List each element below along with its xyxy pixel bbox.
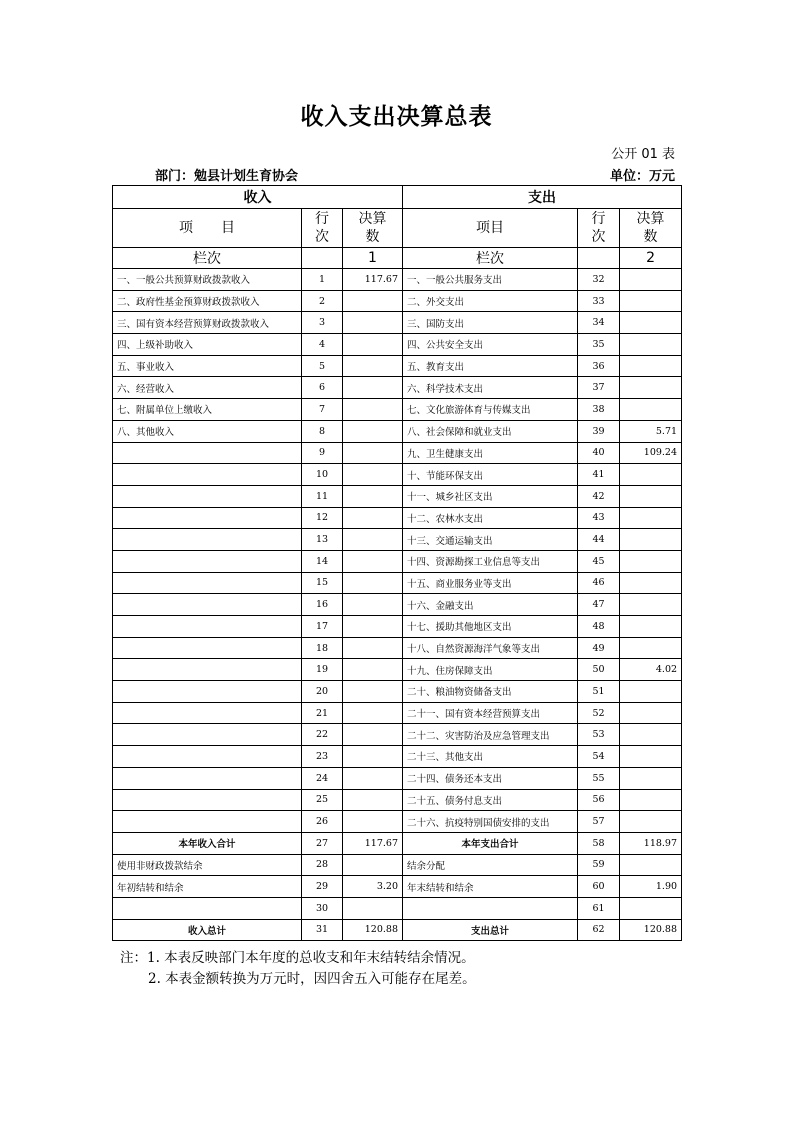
table-row: [113, 767, 682, 789]
income-amount-cell: 120.88: [343, 919, 403, 941]
expense-line-cell: 58: [578, 832, 620, 854]
income-amount-cell: [343, 789, 403, 811]
table-row: [113, 702, 682, 724]
expense-amount-cell: [620, 616, 682, 638]
income-item-cell: 三、国有资本经营预算财政拨款收入: [113, 312, 302, 334]
table-row: [113, 789, 682, 811]
expense-summary-label: [403, 897, 578, 919]
expense-item-cell: 二、外交支出: [403, 290, 578, 312]
table-row: [113, 377, 682, 399]
table-row: [113, 485, 682, 507]
expense-line-cell: 52: [578, 702, 620, 724]
expense-item-cell: 十三、交通运输支出: [403, 529, 578, 551]
table-row: [113, 420, 682, 442]
expense-amount-cell: [620, 897, 682, 919]
income-amount-cell: [343, 529, 403, 551]
expense-amount-cell: [620, 550, 682, 572]
expense-item-cell: 十八、自然资源海洋气象等支出: [403, 637, 578, 659]
income-line-cell: 25: [302, 789, 343, 811]
expense-item-cell: 四、公共安全支出: [403, 334, 578, 356]
expense-amount-cell: 5.71: [620, 420, 682, 442]
expense-item-cell: 九、卫生健康支出: [403, 442, 578, 464]
expense-amount-cell: [620, 767, 682, 789]
income-line-cell: 14: [302, 550, 343, 572]
income-amount-cell: [343, 811, 403, 833]
income-item-cell: [113, 811, 302, 833]
income-line-cell: 3: [302, 312, 343, 334]
expense-item-cell: 八、社会保障和就业支出: [403, 420, 578, 442]
expense-line-cell: 40: [578, 442, 620, 464]
income-line-cell: 23: [302, 746, 343, 768]
income-item-cell: [113, 529, 302, 551]
expense-line-cell: 56: [578, 789, 620, 811]
income-amount-cell: [343, 616, 403, 638]
expense-lanci-label: 栏次: [403, 248, 578, 269]
income-amount-cell: [343, 724, 403, 746]
income-amount-cell: [343, 442, 403, 464]
income-summary-label: 收入总计: [113, 919, 302, 941]
income-expense-table: [112, 185, 682, 941]
expense-amount-cell: [620, 529, 682, 551]
table-row: [113, 550, 682, 572]
income-amount-cell: [343, 594, 403, 616]
income-line-cell: 28: [302, 854, 343, 876]
expense-item-cell: 二十四、债务还本支出: [403, 767, 578, 789]
expense-amount-cell: [620, 290, 682, 312]
income-amount-cell: [343, 550, 403, 572]
income-line-cell: 7: [302, 399, 343, 421]
expense-amount-cell: [620, 355, 682, 377]
expense-item-cell: 二十六、抗疫特别国债安排的支出: [403, 811, 578, 833]
expense-line-cell: 51: [578, 681, 620, 703]
table-row: [113, 269, 682, 291]
income-line-cell: 10: [302, 464, 343, 486]
expense-item-cell: 二十二、灾害防治及应急管理支出: [403, 724, 578, 746]
income-line-cell: 30: [302, 897, 343, 919]
expense-amount-cell: 109.24: [620, 442, 682, 464]
note-2: 2. 本表金额转换为万元时，因四舍五入可能存在尾差。: [148, 971, 476, 987]
expense-amount-cell: 118.97: [620, 832, 682, 854]
income-amount-cell: [343, 355, 403, 377]
income-item-cell: [113, 464, 302, 486]
table-row: [113, 659, 682, 681]
income-summary-label: 年初结转和结余: [113, 876, 302, 898]
income-item-cell: [113, 659, 302, 681]
income-summary-label: [113, 897, 302, 919]
expense-summary-label: 年末结转和结余: [403, 876, 578, 898]
income-amount-cell: 117.67: [343, 832, 403, 854]
income-amount-cell: [343, 507, 403, 529]
income-line-cell: 4: [302, 334, 343, 356]
expense-amount-cell: [620, 789, 682, 811]
table-row: [113, 746, 682, 768]
expense-line-cell: 34: [578, 312, 620, 334]
expense-item-cell: 十六、金融支出: [403, 594, 578, 616]
income-lanci-label: 栏次: [113, 248, 302, 269]
expense-line-cell: 62: [578, 919, 620, 941]
income-lanci-empty: [302, 248, 343, 269]
expense-summary-label: 本年支出合计: [403, 832, 578, 854]
expense-item-cell: 十四、资源勘探工业信息等支出: [403, 550, 578, 572]
expense-item-cell: 十九、住房保障支出: [403, 659, 578, 681]
income-line-cell: 16: [302, 594, 343, 616]
expense-item-cell: 六、科学技术支出: [403, 377, 578, 399]
table-row: [113, 355, 682, 377]
expense-line-cell: 37: [578, 377, 620, 399]
expense-amount-cell: 120.88: [620, 919, 682, 941]
income-line-cell: 20: [302, 681, 343, 703]
expense-line-cell: 53: [578, 724, 620, 746]
income-item-cell: 四、上级补助收入: [113, 334, 302, 356]
income-item-cell: 一、一般公共预算财政拨款收入: [113, 269, 302, 291]
expense-amount-cell: [620, 746, 682, 768]
income-amount-cell: [343, 746, 403, 768]
income-amount-cell: 3.20: [343, 876, 403, 898]
table-row: [113, 681, 682, 703]
summary-row: [113, 897, 682, 919]
table-row: [113, 464, 682, 486]
summary-row: [113, 876, 682, 898]
expense-line-cell: 32: [578, 269, 620, 291]
expense-item-cell: 七、文化旅游体育与传媒支出: [403, 399, 578, 421]
income-section-header: 收入: [113, 186, 403, 209]
income-item-cell: 七、附属单位上缴收入: [113, 399, 302, 421]
expense-line-cell: 43: [578, 507, 620, 529]
income-summary-label: 使用非财政拨款结余: [113, 854, 302, 876]
income-amount-cell: [343, 464, 403, 486]
amount-label: 决算数: [636, 211, 665, 245]
income-line-cell: 31: [302, 919, 343, 941]
table-row: [113, 507, 682, 529]
income-item-cell: [113, 789, 302, 811]
expense-item-cell: 二十、粮油物资储备支出: [403, 681, 578, 703]
expense-summary-label: 支出总计: [403, 919, 578, 941]
income-amount-cell: [343, 485, 403, 507]
expense-amount-cell: [620, 702, 682, 724]
expense-item-cell: 十二、农林水支出: [403, 507, 578, 529]
summary-row: [113, 854, 682, 876]
income-line-cell: 12: [302, 507, 343, 529]
table-row: [113, 312, 682, 334]
income-item-cell: [113, 702, 302, 724]
expense-line-cell: 35: [578, 334, 620, 356]
income-item-cell: [113, 550, 302, 572]
income-summary-label: 本年收入合计: [113, 832, 302, 854]
expense-amount-cell: [620, 399, 682, 421]
income-line-cell: 21: [302, 702, 343, 724]
income-line-cell: 8: [302, 420, 343, 442]
table-row: [113, 334, 682, 356]
column-number-row: [113, 248, 682, 269]
income-item-cell: [113, 594, 302, 616]
expense-amount-cell: [620, 377, 682, 399]
income-amount-cell: [343, 572, 403, 594]
expense-item-cell: 十一、城乡社区支出: [403, 485, 578, 507]
income-amount-cell: [343, 637, 403, 659]
income-item-cell: 二、政府性基金预算财政拨款收入: [113, 290, 302, 312]
expense-amount-cell: [620, 572, 682, 594]
income-line-cell: 29: [302, 876, 343, 898]
line-no-label: 行次: [315, 211, 329, 245]
expense-item-cell: 十、节能环保支出: [403, 464, 578, 486]
expense-line-cell: 36: [578, 355, 620, 377]
income-item-cell: [113, 724, 302, 746]
table-row: [113, 290, 682, 312]
table-row: [113, 529, 682, 551]
expense-amount-cell: [620, 334, 682, 356]
expense-item-cell: 二十三、其他支出: [403, 746, 578, 768]
expense-line-cell: 38: [578, 399, 620, 421]
income-line-header: [302, 209, 343, 248]
expense-amount-cell: [620, 507, 682, 529]
expense-col-number: 2: [620, 248, 682, 269]
expense-amount-cell: [620, 269, 682, 291]
income-item-cell: [113, 767, 302, 789]
income-amount-cell: [343, 681, 403, 703]
line-no-label: 行次: [591, 211, 606, 245]
section-header-row: [113, 186, 682, 209]
table-row: [113, 594, 682, 616]
expense-line-cell: 42: [578, 485, 620, 507]
income-line-cell: 1: [302, 269, 343, 291]
income-line-cell: 19: [302, 659, 343, 681]
expense-amount-cell: [620, 811, 682, 833]
income-amount-header: [343, 209, 403, 248]
expense-amount-cell: [620, 681, 682, 703]
expense-amount-cell: 1.90: [620, 876, 682, 898]
expense-line-cell: 60: [578, 876, 620, 898]
expense-amount-cell: [620, 312, 682, 334]
income-line-cell: 9: [302, 442, 343, 464]
expense-item-cell: 二十一、国有资本经营预算支出: [403, 702, 578, 724]
income-amount-cell: [343, 854, 403, 876]
income-item-cell: 八、其他收入: [113, 420, 302, 442]
expense-line-cell: 46: [578, 572, 620, 594]
table-row: [113, 399, 682, 421]
income-amount-cell: [343, 399, 403, 421]
table-row: [113, 616, 682, 638]
expense-amount-cell: [620, 594, 682, 616]
income-item-header: 项 目: [113, 209, 302, 248]
income-line-cell: 24: [302, 767, 343, 789]
expense-amount-cell: [620, 854, 682, 876]
expense-line-cell: 44: [578, 529, 620, 551]
income-amount-cell: [343, 334, 403, 356]
income-amount-cell: [343, 290, 403, 312]
income-amount-cell: [343, 420, 403, 442]
expense-line-cell: 55: [578, 767, 620, 789]
income-item-cell: 五、事业收入: [113, 355, 302, 377]
expense-item-cell: 十五、商业服务业等支出: [403, 572, 578, 594]
income-item-cell: [113, 681, 302, 703]
income-line-cell: 13: [302, 529, 343, 551]
expense-item-cell: 三、国防支出: [403, 312, 578, 334]
unit-label: 单位：万元: [609, 169, 675, 184]
column-header-row: [113, 209, 682, 248]
expense-line-cell: 61: [578, 897, 620, 919]
income-amount-cell: [343, 702, 403, 724]
income-line-cell: 5: [302, 355, 343, 377]
expense-line-cell: 50: [578, 659, 620, 681]
expense-item-cell: 十七、援助其他地区支出: [403, 616, 578, 638]
income-item-cell: [113, 507, 302, 529]
summary-row: [113, 832, 682, 854]
income-item-cell: [113, 442, 302, 464]
table-row: [113, 442, 682, 464]
income-line-cell: 15: [302, 572, 343, 594]
income-amount-cell: [343, 897, 403, 919]
income-item-cell: [113, 746, 302, 768]
income-item-cell: [113, 616, 302, 638]
expense-item-cell: 二十五、债务付息支出: [403, 789, 578, 811]
notes: [120, 948, 476, 990]
expense-line-cell: 41: [578, 464, 620, 486]
expense-line-cell: 47: [578, 594, 620, 616]
income-line-cell: 27: [302, 832, 343, 854]
expense-amount-cell: 4.02: [620, 659, 682, 681]
table-row: [113, 724, 682, 746]
expense-amount-cell: [620, 485, 682, 507]
expense-lanci-empty: [578, 248, 620, 269]
income-line-cell: 2: [302, 290, 343, 312]
income-item-cell: [113, 485, 302, 507]
income-line-cell: 17: [302, 616, 343, 638]
expense-amount-cell: [620, 637, 682, 659]
table-row: [113, 572, 682, 594]
expense-section-header: 支出: [403, 186, 682, 209]
form-number: 公开 01 表: [611, 147, 675, 162]
income-item-cell: [113, 637, 302, 659]
expense-line-header: [578, 209, 620, 248]
expense-item-header: 项目: [403, 209, 578, 248]
expense-line-cell: 59: [578, 854, 620, 876]
income-col-number: 1: [343, 248, 403, 269]
income-amount-cell: [343, 659, 403, 681]
department-label: 部门：勉县计划生育协会: [155, 169, 299, 184]
income-line-cell: 11: [302, 485, 343, 507]
expense-line-cell: 33: [578, 290, 620, 312]
expense-line-cell: 49: [578, 637, 620, 659]
income-amount-cell: [343, 312, 403, 334]
income-amount-cell: [343, 377, 403, 399]
income-item-cell: [113, 572, 302, 594]
summary-row: [113, 919, 682, 941]
expense-line-cell: 39: [578, 420, 620, 442]
expense-amount-header: [620, 209, 682, 248]
income-item-cell: 六、经营收入: [113, 377, 302, 399]
expense-summary-label: 结余分配: [403, 854, 578, 876]
expense-line-cell: 48: [578, 616, 620, 638]
table-row: [113, 637, 682, 659]
income-line-cell: 6: [302, 377, 343, 399]
income-line-cell: 22: [302, 724, 343, 746]
expense-line-cell: 45: [578, 550, 620, 572]
income-amount-cell: [343, 767, 403, 789]
expense-line-cell: 54: [578, 746, 620, 768]
income-line-cell: 18: [302, 637, 343, 659]
page-title: 收入支出决算总表: [300, 104, 493, 130]
expense-line-cell: 57: [578, 811, 620, 833]
expense-item-cell: 五、教育支出: [403, 355, 578, 377]
expense-item-cell: 一、一般公共服务支出: [403, 269, 578, 291]
income-amount-cell: 117.67: [343, 269, 403, 291]
table-row: [113, 811, 682, 833]
expense-amount-cell: [620, 724, 682, 746]
note-1: 注：1. 本表反映部门本年度的总收支和年末结转结余情况。: [120, 950, 475, 966]
expense-amount-cell: [620, 464, 682, 486]
income-line-cell: 26: [302, 811, 343, 833]
amount-label: 决算数: [358, 211, 387, 245]
